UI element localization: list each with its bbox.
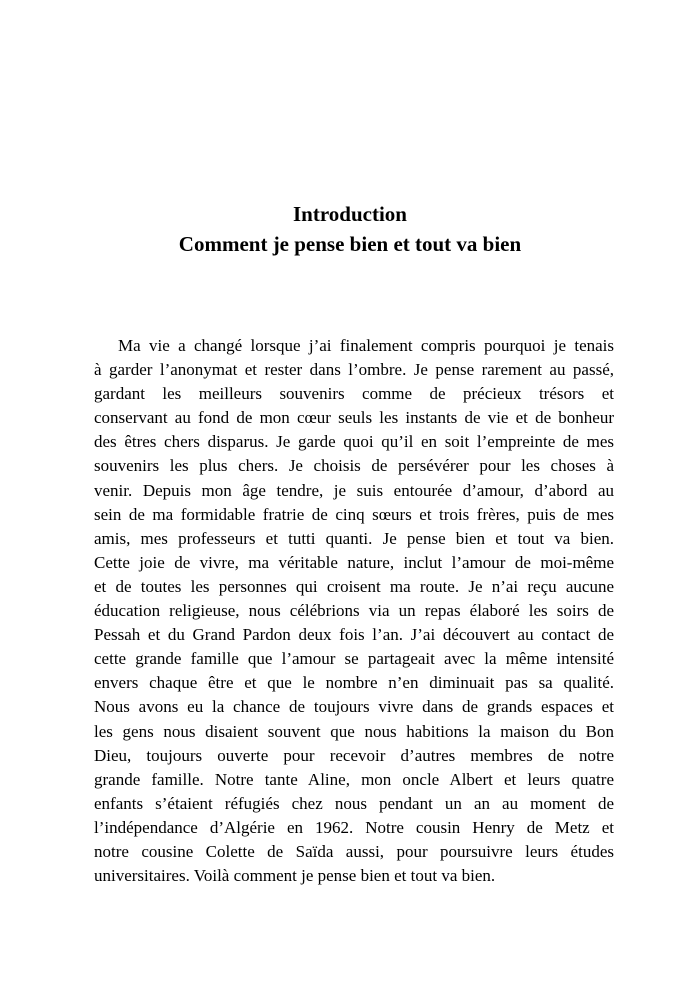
chapter-subtitle: Comment je pense bien et tout va bien [178, 232, 522, 256]
paragraph-line: conservant au fond de mon cœur seuls les instants de vie et de bonheur [94, 408, 614, 428]
paragraph-line: Cette joie de vivre, ma véritable nature, inclut l’amour de moi-même [94, 552, 614, 572]
paragraph-line: venir. Depuis mon âge tendre, je suis entourée d’amour, d’abord au [94, 480, 614, 500]
paragraph-line: sein de ma formidable fratrie de cinq sœurs et trois frères, puis de mes [94, 504, 614, 524]
paragraph-line: Dieu, toujours ouverte pour recevoir d’autres membres de notre [94, 745, 614, 765]
paragraph-line: souvenirs les plus chers. Je choisis de persévérer pour les choses à [94, 456, 614, 476]
paragraph-line: les gens nous disaient souvent que nous habitions la maison du Bon [94, 721, 614, 741]
paragraph-line: des êtres chers disparus. Je garde quoi qu’il en soit l’empreinte de mes [94, 432, 614, 452]
paragraph-line: gardant les meilleurs souvenirs comme de précieux trésors et [94, 384, 614, 404]
chapter-title: Introduction [293, 202, 407, 226]
body-paragraph [94, 334, 614, 888]
paragraph-line: à garder l’anonymat et rester dans l’ombre. Je pense rarement au passé, [94, 360, 614, 380]
paragraph-line: Ma vie a changé lorsque j’ai finalement compris pourquoi je tenais [118, 336, 614, 355]
paragraph-line: notre cousine Colette de Saïda aussi, pour poursuivre leurs études [94, 841, 614, 861]
paragraph-line: amis, mes professeurs et tutti quanti. Je pense bien et tout va bien. [94, 528, 614, 548]
paragraph-line: universitaires. Voilà comment je pense bien et tout va bien. [94, 866, 496, 886]
paragraph-line: envers chaque être et que le nombre n’en diminuait pas sa qualité. [94, 673, 614, 693]
paragraph-line: Nous avons eu la chance de toujours vivre dans de grands espaces et [94, 697, 614, 717]
paragraph-line: enfants s’étaient réfugiés chez nous pendant un an au moment de [94, 793, 614, 813]
paragraph-line: et de toutes les personnes qui croisent ma route. Je n’ai reçu aucune [94, 576, 614, 596]
paragraph-line: cette grande famille que l’amour se partageait avec la même intensité [94, 649, 614, 669]
paragraph-line: l’indépendance d’Algérie en 1962. Notre cousin Henry de Metz et [94, 817, 614, 837]
paragraph-line: grande famille. Notre tante Aline, mon oncle Albert et leurs quatre [94, 769, 614, 789]
chapter-heading [0, 199, 700, 259]
paragraph-line: éducation religieuse, nous célébrions via un repas élaboré les soirs de [94, 601, 614, 621]
paragraph-line: Pessah et du Grand Pardon deux fois l’an. J’ai découvert au contact de [94, 625, 614, 645]
